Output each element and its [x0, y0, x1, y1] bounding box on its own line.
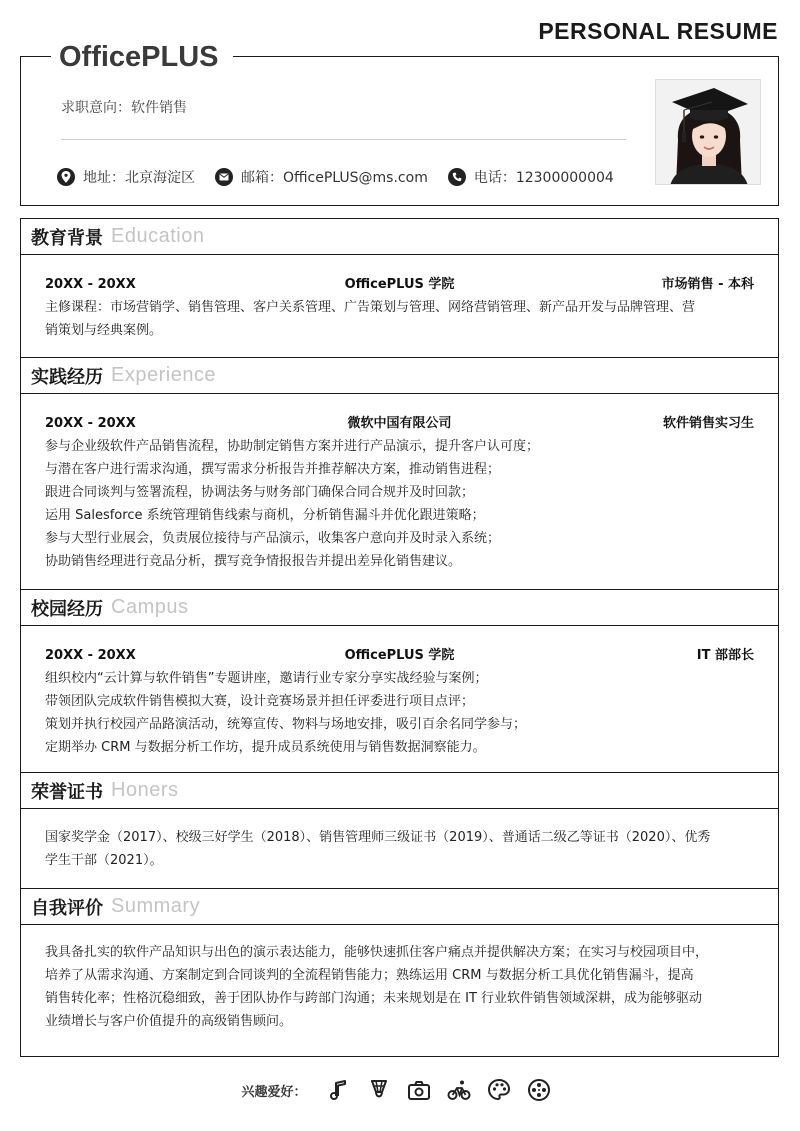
campus-line: 带领团队完成软件销售模拟大赛，设计竞赛场景并担任评委进行项目点评； — [45, 694, 475, 709]
campus-entry-header — [45, 645, 754, 667]
campus-role: IT 部部长 — [696, 648, 754, 663]
cycling-icon — [447, 1078, 471, 1102]
experience-line: 协助销售经理进行竞品分析，撰写竞争情报报告并提出差异化销售建议。 — [45, 554, 462, 569]
hobbies-label: 兴趣爱好： — [241, 1084, 307, 1100]
section-head-experience — [21, 358, 778, 394]
film-reel-icon — [527, 1078, 551, 1102]
education-line: 主修课程：市场营销学、销售管理、客户关系管理、广告策划与管理、网络营销管理、新产品开发与品牌管理、营 — [45, 300, 696, 315]
experience-company: 微软中国有限公司 — [347, 416, 452, 431]
section-title-cn: 教育背景 — [31, 227, 103, 249]
honors-line: 国家奖学金（2017）、校级三好学生（2018）、销售管理师三级证书（2019）、普通话二级乙等证书（2020）、优秀 — [45, 830, 711, 845]
section-title-en: Honers — [111, 779, 179, 801]
summary-line: 销售转化率；性格沉稳细致，善于团队协作与跨部门沟通；未来规划是在 IT 行业软件销售领域深耕，成为能够驱动 — [45, 991, 703, 1006]
section-title-en: Experience — [111, 364, 217, 386]
summary-line: 业绩增长与客户价值提升的高级销售顾问。 — [45, 1014, 293, 1029]
candidate-name: OfficePLUS — [59, 41, 219, 73]
experience-line: 参与大型行业展会，负责展位接待与产品演示，收集客户意向并及时录入系统； — [45, 531, 501, 546]
section-honors — [20, 772, 779, 889]
profile-photo — [655, 79, 761, 185]
experience-body — [21, 394, 778, 573]
experience-period: 20XX - 20XX — [45, 416, 136, 431]
education-period: 20XX - 20XX — [45, 277, 136, 292]
section-title-cn: 自我评价 — [31, 897, 103, 919]
campus-line: 组织校内“云计算与软件销售”专题讲座，邀请行业专家分享实战经验与案例； — [45, 671, 488, 686]
contact-row — [57, 167, 614, 187]
experience-line: 运用 Salesforce 系统管理销售线索与商机，分析销售漏斗并优化跟进策略； — [45, 508, 485, 523]
contact-email[interactable] — [215, 167, 428, 187]
location-pin-icon — [57, 168, 75, 186]
phone-icon — [448, 168, 466, 186]
contact-phone-text: 电话：12300000004 — [473, 170, 614, 186]
contact-address-text: 地址：北京海淀区 — [83, 170, 195, 186]
campus-org: OfficePLUS 学院 — [344, 648, 455, 663]
section-title-en: Campus — [111, 596, 189, 618]
section-title-cn: 校园经历 — [31, 598, 103, 620]
contact-address — [57, 167, 195, 187]
page-heading: PERSONAL RESUME — [538, 18, 778, 44]
honors-body — [21, 809, 778, 872]
education-entry-header — [45, 274, 754, 296]
experience-entry-header — [45, 413, 754, 435]
section-head-education — [21, 219, 778, 255]
summary-body — [21, 925, 778, 1033]
summary-line: 我具备扎实的软件产品知识与出色的演示表达能力，能够快速抓住客户痛点并提供解决方案；在实习与校园项目中， — [45, 945, 709, 960]
experience-line: 与潜在客户进行需求沟通，撰写需求分析报告并推荐解决方案，推动销售进程； — [45, 462, 501, 477]
experience-line: 跟进合同谈判与签署流程，协调法务与财务部门确保合同合规并及时回款； — [45, 485, 475, 500]
section-title-en: Education — [111, 225, 205, 247]
experience-role: 软件销售实习生 — [662, 416, 754, 431]
music-note-icon — [327, 1078, 351, 1102]
contact-phone[interactable] — [448, 167, 614, 187]
badminton-icon — [367, 1078, 391, 1102]
painting-palette-icon — [487, 1078, 511, 1102]
section-education — [20, 218, 779, 358]
section-summary — [20, 888, 779, 1057]
education-major: 市场销售 - 本科 — [661, 277, 754, 292]
honors-line: 学生干部（2021）。 — [45, 853, 163, 868]
campus-period: 20XX - 20XX — [45, 648, 136, 663]
section-experience — [20, 357, 779, 590]
campus-line: 定期举办 CRM 与数据分析工作坊，提升成员系统使用与销售数据洞察能力。 — [45, 740, 486, 755]
section-title-en: Summary — [111, 895, 201, 917]
hobbies-row — [0, 1078, 800, 1102]
education-body — [21, 255, 778, 342]
section-title-cn: 实践经历 — [31, 366, 103, 388]
name-wrap — [51, 39, 233, 75]
section-head-summary — [21, 889, 778, 925]
education-line: 销策划与经典案例。 — [45, 323, 163, 338]
camera-icon — [407, 1078, 431, 1102]
section-title-cn: 荣誉证书 — [31, 781, 103, 803]
summary-line: 培养了从需求沟通、方案制定到合同谈判的全流程销售能力；熟练运用 CRM 与数据分析工具优化销售漏斗，提高 — [45, 968, 694, 983]
experience-line: 参与企业级软件产品销售流程，协助制定销售方案并进行产品演示，提升客户认可度； — [45, 439, 540, 454]
education-school: OfficePLUS 学院 — [344, 277, 455, 292]
contact-email-text: 邮箱：OfficePLUS@ms.com — [241, 170, 428, 186]
section-head-honors — [21, 773, 778, 809]
campus-body — [21, 626, 778, 759]
header-divider — [61, 139, 626, 140]
mail-icon — [215, 168, 233, 186]
section-head-campus — [21, 590, 778, 626]
job-objective: 求职意向：软件销售 — [61, 100, 187, 116]
section-campus — [20, 589, 779, 773]
campus-line: 策划并执行校园产品路演活动，统筹宣传、物料与场地安排，吸引百余名同学参与； — [45, 717, 527, 732]
header-card — [20, 41, 779, 206]
